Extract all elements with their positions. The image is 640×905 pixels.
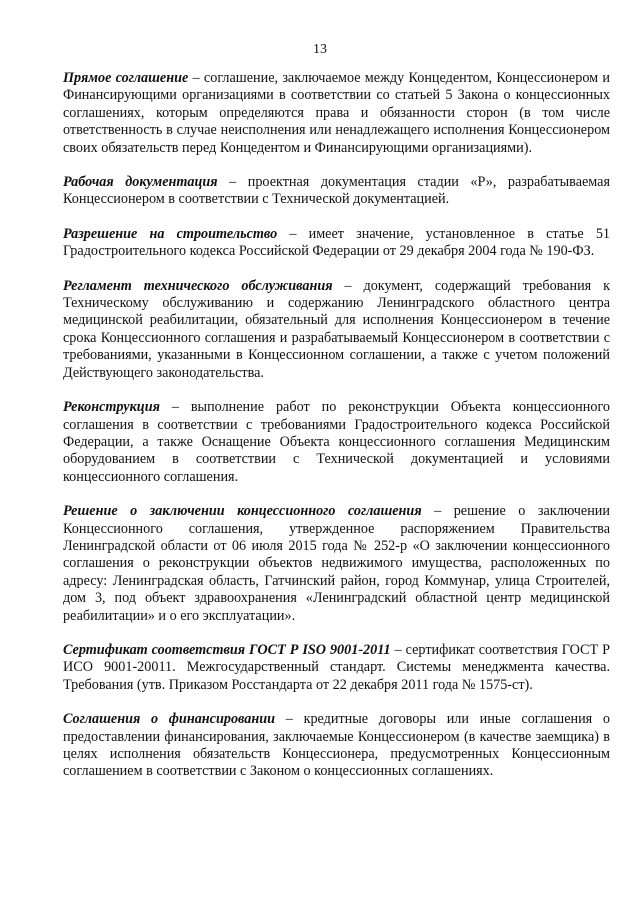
- definition-text: – документ, содержащий требования к Техническому обслуживанию и содержанию Ленинградского областного центра медицинской реабилитации, обязательный для исполнения Концессионером в течение срока Концессионного соглашения и разрабатываемый Концессионером в соответствии с требованиями, указанными в Концессионном соглашении, а также с учетом положений Действующего законодательства.: [63, 277, 611, 381]
- definitions-list: [63, 70, 610, 798]
- definition-text: – сертификат соответствия ГОСТ Р ИСО 9001-20011. Межгосударственный стандарт. Системы менеджмента качества. Требования (утв. Приказом Росстандарта от 22 декабря 2011 года № 1575-ст).: [63, 641, 610, 693]
- definition-concession-decision: [63, 503, 610, 625]
- definition-term: Соглашения о финансировании: [63, 711, 276, 728]
- definition-text: – проектная документация стадии «Р», разрабатываемая Концессионером в соответствии с Технической документацией.: [63, 174, 610, 208]
- definition-financing-agreements: [63, 711, 610, 781]
- definition-reconstruction: [63, 399, 610, 486]
- definition-iso-certificate: [63, 642, 610, 694]
- definition-term: Разрешение на строительство: [63, 225, 278, 242]
- definition-text: – кредитные договоры или иные соглашения о предоставлении финансирования, заключаемые Концессионером (в качестве заемщика) в целях исполнения обязательств Концессионера, предусмотренных Концессионным соглашением в соответствии с Законом о концессионных соглашениях.: [63, 711, 611, 780]
- definition-term: Регламент технического обслуживания: [63, 277, 333, 294]
- definition-text: – соглашение, заключаемое между Концедентом, Концессионером и Финансирующими организациями в соответствии со статьей 5 Закона о концессионных соглашениях, которым определяются права и обязанности сторон (в том числе ответственность в случае неисполнения или ненадлежащего исполнения Концессионером своих обязательств перед Концедентом и Финансирующими организациями).: [63, 70, 610, 156]
- definition-term: Сертификат соответствия ГОСТ Р ISO 9001-2011: [63, 641, 391, 658]
- definition-term: Рабочая документация: [63, 174, 218, 191]
- definition-building-permit: [63, 226, 610, 261]
- definition-direct-agreement: [63, 70, 610, 157]
- definition-maintenance-regulations: [63, 278, 610, 382]
- definition-text: – выполнение работ по реконструкции Объекта концессионного соглашения в соответствии с требованиями Градостроительного кодекса Российской Федерации, а также Оснащение Объекта концессионного соглашения Медицинским оборудованием в соответствии с Технической документацией и условиями концессионного соглашения.: [63, 399, 611, 485]
- definition-text: – имеет значение, установленное в статье 51 Градостроительного кодекса Российской Федерации от 29 декабря 2004 года № 190-ФЗ.: [63, 225, 611, 260]
- definition-term: Реконструкция: [63, 399, 160, 416]
- definition-term: Решение о заключении концессионного соглашения: [63, 503, 422, 520]
- definition-working-documentation: [63, 174, 610, 209]
- definition-term: Прямое соглашение: [63, 70, 189, 86]
- definition-text: – решение о заключении Концессионного соглашения, утвержденное распоряжением Правительства Ленинградской области от 06 июля 2015 года № 252-р «О заключении концессионного соглашения о реконструкции объектов недвижимого имущества, расположенных по адресу: Ленинградская область, Гатчинский район, город Коммунар, улица Строителей, дом 3, под объект здравоохранения «Ленинградский областной центр медицинской реабилитации» и о его эксплуатации».: [63, 503, 610, 624]
- page-number: 13: [313, 42, 327, 57]
